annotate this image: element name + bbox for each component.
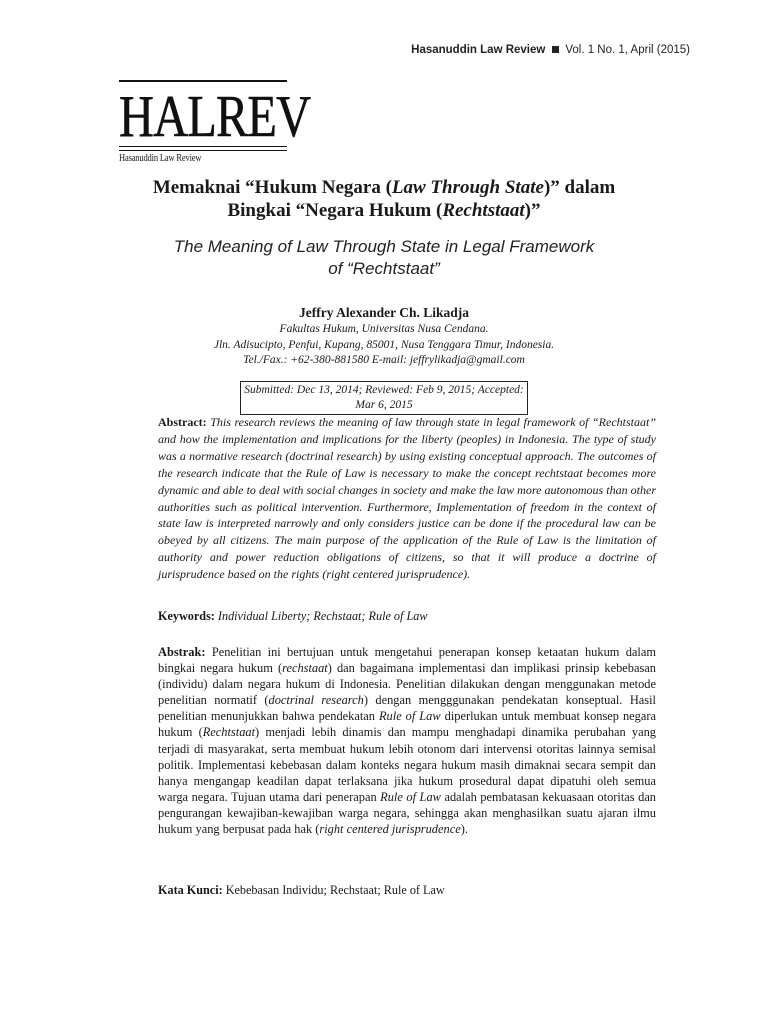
abstract-english	[158, 414, 656, 583]
abstrak-text: ).	[460, 822, 468, 837]
title-italic: Rechtstaat	[442, 200, 525, 221]
kata-kunci-label: Kata Kunci:	[158, 883, 223, 897]
contact-line: Tel./Fax.: +62-380-881580 E-mail: jeffrylikadja@gmail.com	[243, 354, 525, 366]
keywords-label: Keywords:	[158, 609, 215, 623]
abstrak-italic: doctrinal research	[268, 693, 364, 708]
abstrak-italic: Rule of Law	[378, 709, 441, 724]
author-affiliation	[100, 322, 668, 369]
title-text: )”	[524, 200, 541, 221]
author-name: Jeffry Alexander Ch. Likadja	[298, 305, 469, 320]
abstrak-text: Penelitian ini bertujuan untuk mengetahui penerapan konsep ketaatan hukum dalam bingkai negara hukum (	[158, 645, 656, 676]
abstrak-italic: rechstaat	[282, 661, 328, 676]
issue-info: Vol. 1 No. 1, April (2015)	[565, 44, 690, 56]
abstrak-text: ) menjadi lebih dinamis dan mampu menghadapi dinamika perubahan yang terjadi di masyarakat, serta membuat hukum lebih otonom dari intervensi otoritas lainnya semisal politik. Implementasi kebebasan dalam konteks negara hukum masih dimaknai secara sempit dan hanya mengangap keadilan dapat terlaksana jika hukum prosedural dapat dipatuhi oleh semua warga negara. Tujuan utama dari penerapan	[158, 725, 656, 804]
abstrak-italic: Rule of Law	[380, 789, 441, 804]
abstract-text: This research reviews the meaning of law through state in legal framework of “Rechtstaat” and how the implementation and implications for the liberty (peoples) in Indonesia. The type of study was a normative research (doctrinal research) by using existing conceptual approach. The outcomes of the research indicate that the Rule of Law is necessary to make the concept rechtstaat becomes more dynamic and able to deal with social changes in society and make the law more autonomous than other authorities such as political intervention. Furthermore, Implementation of freedom in the context of state law is interpreted narrowly and only considers justice can be done if the procedural law can be obeyed by all citizens. The main purpose of the application of the Rule of Law is the limitation of authority and power reduction obligations of citizens, so that it will produce a doctrine of jurisprudence based on the rights (right centered jurisprudence).	[158, 415, 657, 582]
abstrak-text: adalah pembatasan kekuasaan otoritas dan pengurangan kewajiban-kewajiban warga negara, sehingga akan menghasilkan suatu ajaran ilmu hukum yang berpusat pada hak (	[158, 789, 657, 837]
submission-dates: Submitted: Dec 13, 2014; Reviewed: Feb 9, 2015; Accepted: Mar 6, 2015	[240, 381, 528, 415]
logo-wordmark: HALREV	[119, 83, 311, 149]
title-text: Bingkai “Negara Hukum (	[227, 200, 443, 221]
keywords-indonesian	[158, 882, 656, 899]
abstrak-label: Abstrak:	[158, 645, 206, 659]
abstrak-italic: right centered jurisprudence	[319, 822, 461, 837]
subtitle-line: The Meaning of Law Through State in Legal Framework	[173, 237, 595, 256]
title-text: Memaknai “Hukum Negara (	[152, 177, 392, 198]
affiliation-line: Fakultas Hukum, Universitas Nusa Cendana.	[279, 323, 489, 335]
article-subtitle	[100, 236, 668, 280]
keywords-english	[158, 608, 656, 625]
title-text: )” dalam	[543, 177, 616, 198]
abstract-indonesian	[158, 644, 656, 837]
abstrak-italic: Rechtstaat	[202, 725, 256, 740]
logo-subtitle: Hasanuddin Law Review	[119, 153, 202, 164]
square-bullet-icon	[552, 46, 559, 53]
kata-kunci-value: Kebebasan Individu; Rechstaat; Rule of Law	[225, 883, 445, 897]
journal-name: Hasanuddin Law Review	[411, 44, 546, 56]
abstrak-text: ) dan bagaimana implementasi dan implikasi prinsip kebebasan (individu) dalam negara hukum di Indonesia. Penelitian dilakukan dengan menggunakan metode penelitian normatif (	[158, 661, 656, 708]
abstrak-text: ) dengan mengggunakan pendekatan konseptual. Hasil penelitian menunjukkan bahwa pendekatan	[158, 693, 656, 724]
logo-top-rule	[119, 80, 287, 82]
keywords-value: Individual Liberty; Rechstaat; Rule of Law	[217, 609, 428, 623]
article-title	[100, 176, 668, 222]
running-header	[411, 44, 690, 56]
abstract-label: Abstract:	[158, 415, 207, 429]
affiliation-line: Jln. Adisucipto, Penfui, Kupang, 85001, Nusa Tenggara Timur, Indonesia.	[213, 338, 555, 351]
subtitle-line: of “Rechtstaat”	[328, 259, 440, 278]
title-italic: Law Through State	[391, 177, 544, 198]
journal-logo	[119, 80, 311, 164]
abstrak-text: diperlukan untuk membuat konsep negara hukum (	[158, 709, 656, 740]
